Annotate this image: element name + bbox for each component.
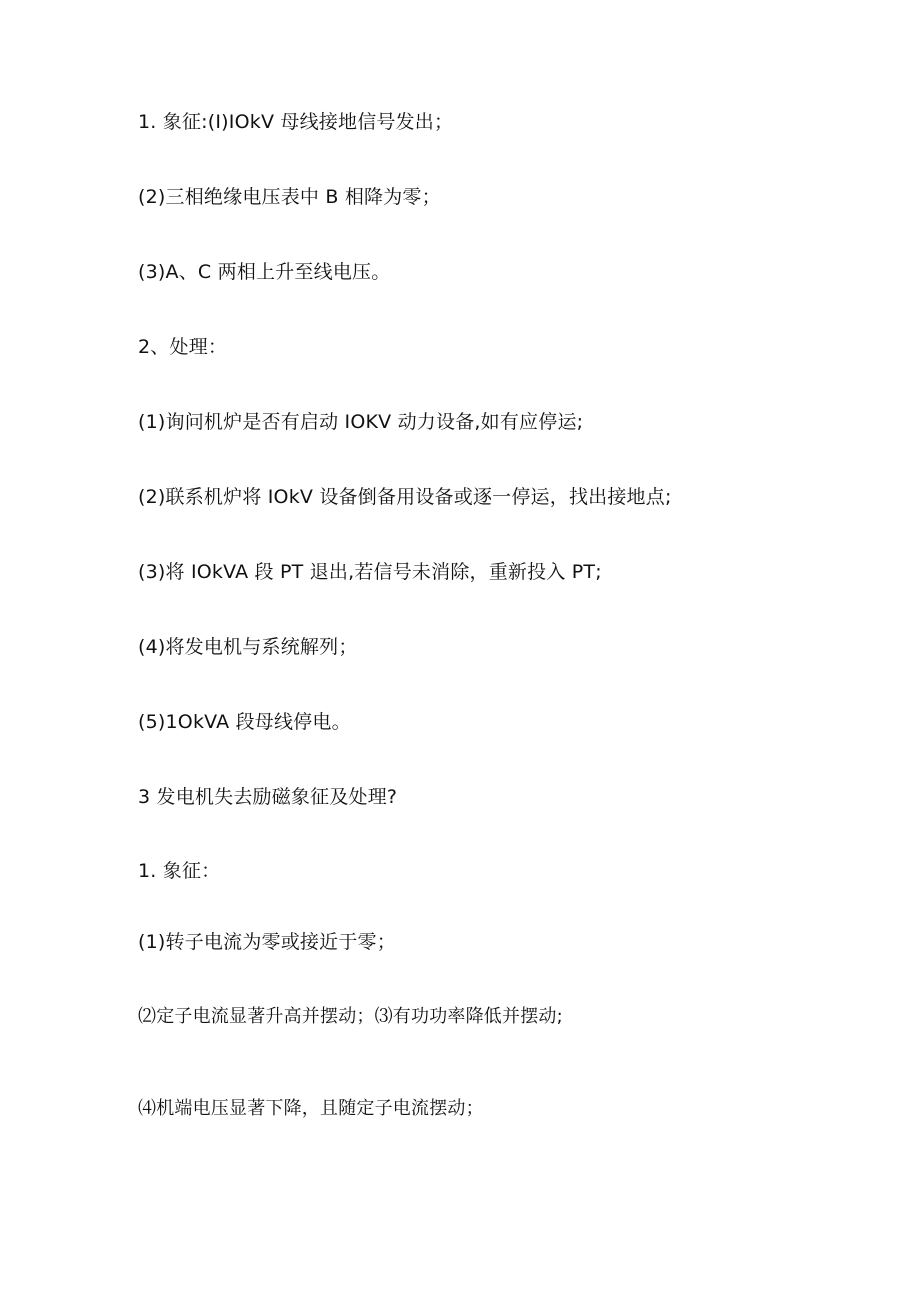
text-line: (2)联系机炉将 IOkV 设备倒备用设备或逐一停运，找出接地点;	[138, 486, 672, 508]
text-line: ⑷机端电压显著下降，且随定子电流摆动；	[138, 1098, 484, 1119]
handling-heading: 2、处理：	[138, 336, 228, 358]
text-line: (5)1OkVA 段母线停电。	[138, 711, 351, 733]
text-line: (1)询问机炉是否有启动 IOKV 动力设备,如有应停运;	[138, 411, 584, 433]
section-question: 3 发电机失去励磁象征及处理?	[138, 786, 398, 808]
text-line: (3)将 IOkVA 段 PT 退出,若信号未消除，重新投入 PT;	[138, 561, 602, 583]
text-line: (1)转子电流为零或接近于零；	[138, 931, 396, 953]
symptom-heading: 1. 象征：	[138, 860, 221, 882]
text-line: ⑵定子电流显著升高并摆动；⑶有功功率降低并摆动;	[138, 1006, 563, 1027]
text-line: (3)A、C 两相上升至线电压。	[138, 261, 391, 283]
symptom-heading-line: 1. 象征:(I)IOkV 母线接地信号发出；	[138, 111, 454, 133]
text-line: (2)三相绝缘电压表中 B 相降为零；	[138, 186, 441, 208]
text-line: (4)将发电机与系统解列；	[138, 636, 358, 658]
